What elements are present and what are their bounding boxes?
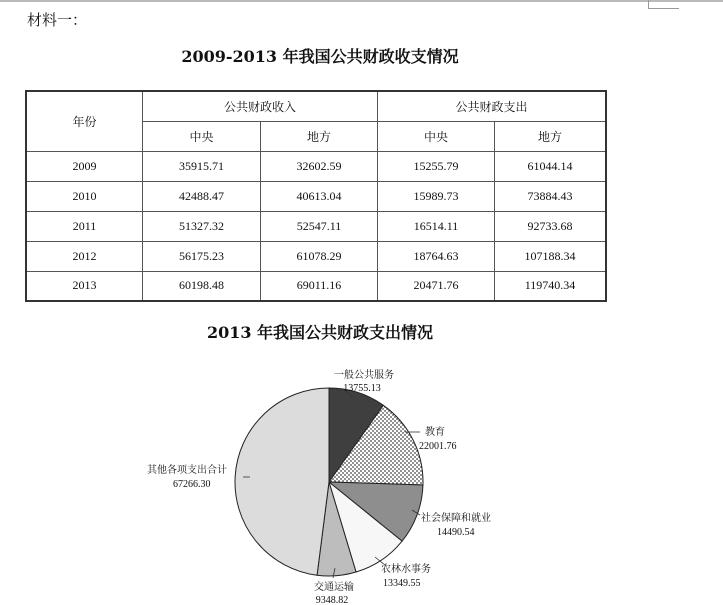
income-header: 公共财政收入 [143,91,378,121]
finance-table [25,90,607,302]
table-row [26,241,606,271]
expense-header: 公共财政支出 [378,91,607,121]
cell-expense-local: 119740.34 [495,271,607,301]
slice-name-agriculture: 农林水事务 [381,564,431,575]
cell-expense-central: 15989.73 [378,181,495,211]
slice-name-transport: 交通运输 [314,582,354,593]
cell-expense-local: 61044.14 [495,151,607,181]
pie-slice-5 [235,388,329,575]
cell-expense-central: 15255.79 [378,151,495,181]
table-row [26,211,606,241]
cell-income-central: 51327.32 [143,211,261,241]
cell-expense-local: 107188.34 [495,241,607,271]
window-top-border [0,0,723,2]
expense-local-header: 地方 [495,121,607,151]
expenditure-pie-chart [0,350,723,605]
cell-income-central: 35915.71 [143,151,261,181]
cell-expense-central: 20471.76 [378,271,495,301]
cell-income-central: 56175.23 [143,241,261,271]
pie-slices [235,388,423,576]
slice-name-education: 教育 [425,427,445,438]
cell-year: 2011 [26,211,143,241]
cell-income-local: 61078.29 [261,241,378,271]
slice-value-education: 22001.76 [419,441,457,452]
cell-year: 2013 [26,271,143,301]
cell-income-local: 32602.59 [261,151,378,181]
table-title: 2009-2013 年我国公共财政收支情况 [181,47,459,66]
page-corner-marker [648,0,679,9]
chart-title: 2013 年我国公共财政支出情况 [206,323,434,342]
cell-expense-central: 18764.63 [378,241,495,271]
cell-income-central: 42488.47 [143,181,261,211]
slice-value-general-services: 13755.13 [343,383,381,394]
cell-income-central: 60198.48 [143,271,261,301]
cell-expense-local: 73884.43 [495,181,607,211]
cell-income-local: 40613.04 [261,181,378,211]
slice-name-general-services: 一般公共服务 [334,370,394,381]
slice-value-agriculture: 13349.55 [383,578,421,589]
cell-expense-central: 16514.11 [378,211,495,241]
table-row [26,181,606,211]
table-row [26,151,606,181]
material-heading: 材料一： [27,11,88,29]
year-header: 年份 [26,91,143,151]
cell-income-local: 52547.11 [261,211,378,241]
slice-value-social-security: 14490.54 [437,527,475,538]
slice-value-other: 67266.30 [173,479,211,490]
table-row [26,271,606,301]
cell-year: 2009 [26,151,143,181]
income-local-header: 地方 [261,121,378,151]
cell-year: 2010 [26,181,143,211]
expense-central-header: 中央 [378,121,495,151]
cell-expense-local: 92733.68 [495,211,607,241]
income-central-header: 中央 [143,121,261,151]
slice-name-other: 其他各项支出合计 [147,465,227,476]
cell-year: 2012 [26,241,143,271]
slice-value-transport: 9348.82 [315,595,349,605]
cell-income-local: 69011.16 [261,271,378,301]
slice-name-social-security: 社会保障和就业 [421,513,491,524]
